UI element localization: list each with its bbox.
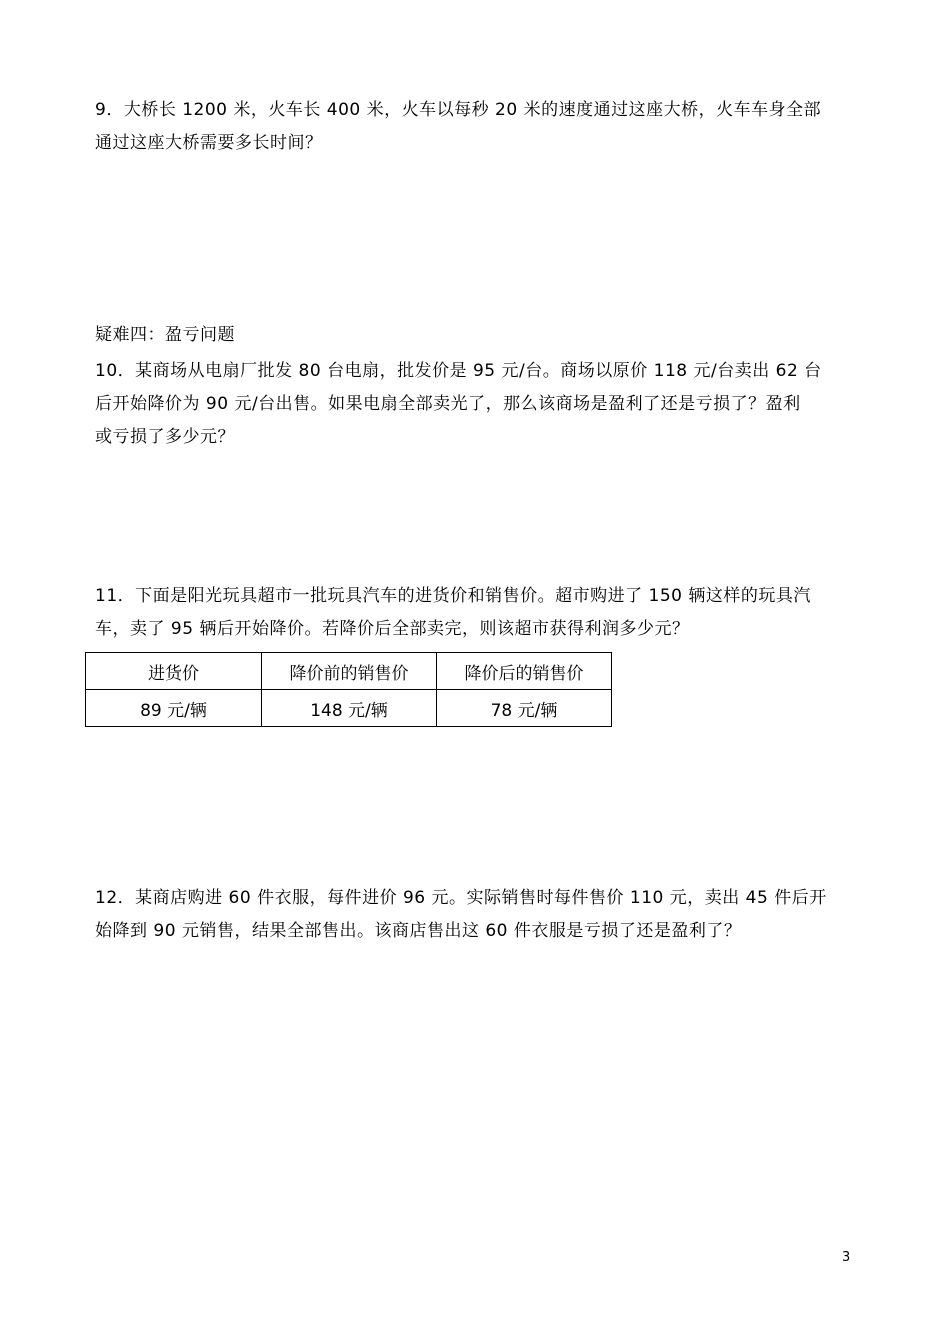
section-title: 疑难四：盈亏问题: [95, 325, 235, 345]
price-table: [85, 652, 612, 727]
table-cell: 78 元/辆: [437, 690, 612, 727]
question-10-line-2: 后开始降价为 90 元/台出售。如果电扇全部卖光了，那么该商场是盈利了还是亏损了？盈利: [95, 394, 801, 414]
question-12-line-2: 始降到 90 元销售，结果全部售出。该商店售出这 60 件衣服是亏损了还是盈利了？: [95, 921, 742, 941]
table-row: [86, 690, 612, 727]
question-10-line-3: 或亏损了多少元？: [95, 427, 235, 447]
table-header-row: [86, 653, 612, 690]
table-header-cell: 进货价: [86, 653, 262, 690]
question-11-line-2: 车，卖了 95 辆后开始降价。若降价后全部卖完，则该超市获得利润多少元？: [95, 619, 690, 639]
question-10: [95, 355, 860, 454]
question-10-line-1: 10．某商场从电扇厂批发 80 台电扇，批发价是 95 元/台。商场以原价 118 元/台卖出 62 台: [95, 361, 822, 381]
question-12: [95, 882, 860, 948]
question-9-line-2: 通过这座大桥需要多长时间？: [95, 133, 323, 153]
table-header-cell: 降价前的销售价: [262, 653, 437, 690]
question-12-line-1: 12．某商店购进 60 件衣服，每件进价 96 元。实际销售时每件售价 110 元，卖出 45 件后开: [95, 888, 827, 908]
table-cell: 89 元/辆: [86, 690, 262, 727]
table-cell: 148 元/辆: [262, 690, 437, 727]
question-11: [95, 580, 860, 646]
question-11-line-1: 11．下面是阳光玩具超市一批玩具汽车的进货价和销售价。超市购进了 150 辆这样的玩具汽: [95, 586, 811, 606]
question-9-line-1: 9．大桥长 1200 米，火车长 400 米，火车以每秒 20 米的速度通过这座大桥，火车车身全部: [95, 100, 822, 120]
question-9: [95, 94, 860, 160]
page-number: 3: [842, 1250, 851, 1265]
section-heading: [95, 319, 860, 352]
table-header-cell: 降价后的销售价: [437, 653, 612, 690]
